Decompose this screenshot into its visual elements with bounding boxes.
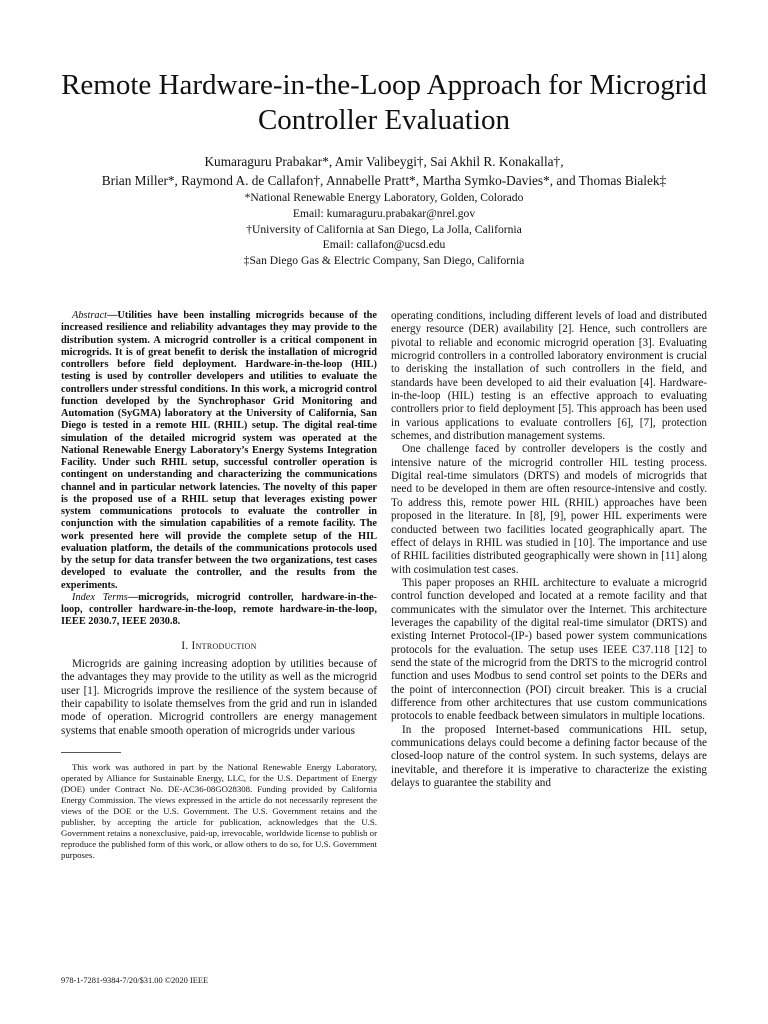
body-paragraph-3: This paper proposes an RHIL architecture to evaluate a microgrid control function developed and located at a remote facility and that communicates with the simulator over the Internet. This architecture leverages the capability of the digital real-time simulator (DRTS) and existing Internet Protocol-(IP-) based power system communications protocols for the evaluation. The setup uses IEEE C37.118 [12] to send the state of the microgrid from the DRTS to the microgrid control function and uses Modbus to send control set points to the DERs and the point of interconnection (POI) circuit breaker. This is a crucial difference from other architectures that use custom communications protocols to enable feedback between simulators in multiple locations. [391,576,707,723]
abstract-label: Abstract [72,310,108,321]
section-heading-introduction: I. Introduction [181,639,257,652]
affiliation-sdge: ‡San Diego Gas & Electric Company, San Diego, California [243,254,525,268]
affiliations [40,190,728,269]
funding-footnote: This work was authored in part by the National Renewable Energy Laboratory, operated by Alliance for Sustainable Energy, LLC, for the U.S. Department of Energy (DOE) under Contract No. DE-AC36-08GO28308. Funding provided by California Energy Commission. The views expressed in the article do not necessarily represent the views of the DOE or the U.S. Government. The U.S. Government retains and the publisher, by accepting the article for publication, acknowledges that the U.S. Government retains a nonexclusive, paid-up, irrevocable, worldwide license to publish or reproduce the published form of this work, or allow others to do so, for U.S. Government purposes. [61,761,377,861]
left-column [61,310,377,870]
index-terms-label: Index Terms [72,591,128,603]
body-paragraph-2: One challenge faced by controller developers is the costly and intensive nature of the microgrid controller HIL testing process. Digital real-time simulators (DRTS) and models of microgrids that need to be developed in them are often resource-intensive and costly. To address this, remote power HIL (RHIL) approaches have been proposed in the literature. In [8], [9], power HIL experiments were conducted between two facilities located geographically apart. The effect of delays in RHIL was studied in [10]. The importance and use of RHIL facilities distributed geographically were shown in [11] along with cosimulation test cases. [391,443,707,576]
copyright-footer: 978-1-7281-9384-7/20/$31.00 ©2020 IEEE [61,976,209,985]
index-terms-text: —microgrids, microgrid controller, hardware-in-the-loop, controller hardware-in-the-loop, remote hardware-in-the-loop, IEEE 2030.7, IEEE 2030.8. [61,591,377,628]
body-paragraph-1: operating conditions, including different levels of load and distributed energy resource (DER) availability [2]. Hence, such controllers are pivotal to reliable and economic microgrid operation [3]. Evaluating microgrid controllers in a controlled laboratory environment is crucial to derisking the installation of such controllers in the field, and standards have been developed to aid their evaluation [4]. Hardware-in-the-loop (HIL) testing is an effective approach to evaluating controllers prior to field deployment [5]. This approach has been used in various applications to evaluate controllers [6], [7], protection schemes, and distribution management systems. [391,310,707,443]
right-column [391,310,707,790]
footnote-divider [61,752,121,753]
abstract [61,310,377,629]
affiliation-nrel: *National Renewable Energy Laboratory, Golden, Colorado [244,191,524,204]
intro-paragraph-1: Microgrids are gaining increasing adoption by utilities because of the advantages they may provide to the utility as well as the microgrid user [1]. Microgrids improve the resilience of the system because of their capability to isolate themselves from the grid and run in islanded mode of operation. Microgrid controllers are energy management systems that enable smooth operation of microgrids under various [61,657,377,737]
authors-line-2: Brian Miller*, Raymond A. de Callafon†, Annabelle Pratt*, Martha Symko-Davies*, and Thomas Bialek‡ [101,173,667,188]
paper-title: Remote Hardware-in-the-Loop Approach for Microgrid Controller Evaluation [61,69,707,136]
body-paragraph-4: In the proposed Internet-based communications HIL setup, communications delays could become a defining factor because of the closed-loop nature of the control system. In such systems, delays are inevitable, and therefore it is imperative to characterize the existing delays to guarantee the stability and [391,723,707,790]
author-list [40,152,728,190]
abstract-text: —Utilities have been installing microgrids because of the increased resilience and reliability advantages they may provide to the distribution system. A microgrid controller is a critical component in microgrids. It is of great benefit to derisk the installation of microgrid controllers before field deployment. Hardware-in-the-loop (HIL) testing is used by controller developers and utilities to evaluate the controllers under stressful conditions. In this work, a microgrid control function developed by the Synchrophasor Grid Monitoring and Automation (SyGMA) laboratory at the University of California, San Diego is tested in a remote HIL (RHIL) setup. The digital real-time simulation of the detailed microgrid system was operated at the National Renewable Energy Laboratory’s Energy Systems Integration Facility. Under such RHIL setup, successful controller operation is contingent on understanding and characterizing the communications channel and in particular network latencies. The novelty of this paper is the proposed use of a RHIL setup that leverages existing power system communications protocols to evaluate the controller in conjunction with the simulation capabilities of a remote facility. The work presented here will provide the complete setup of the HIL evaluation platform, the details of the communications protocols used by the setup for data transfer between the two organizations, test cases developed to evaluate the controller, and the results from the experiments. [61,310,377,591]
email-nrel: Email: kumaraguru.prabakar@nrel.gov [292,206,476,220]
affiliation-ucsd: †University of California at San Diego, La Jolla, California [246,222,522,236]
authors-line-1: Kumaraguru Prabakar*, Amir Valibeygi†, Sai Akhil R. Konakalla†, [204,154,564,169]
email-ucsd: Email: callafon@ucsd.edu [322,238,446,252]
